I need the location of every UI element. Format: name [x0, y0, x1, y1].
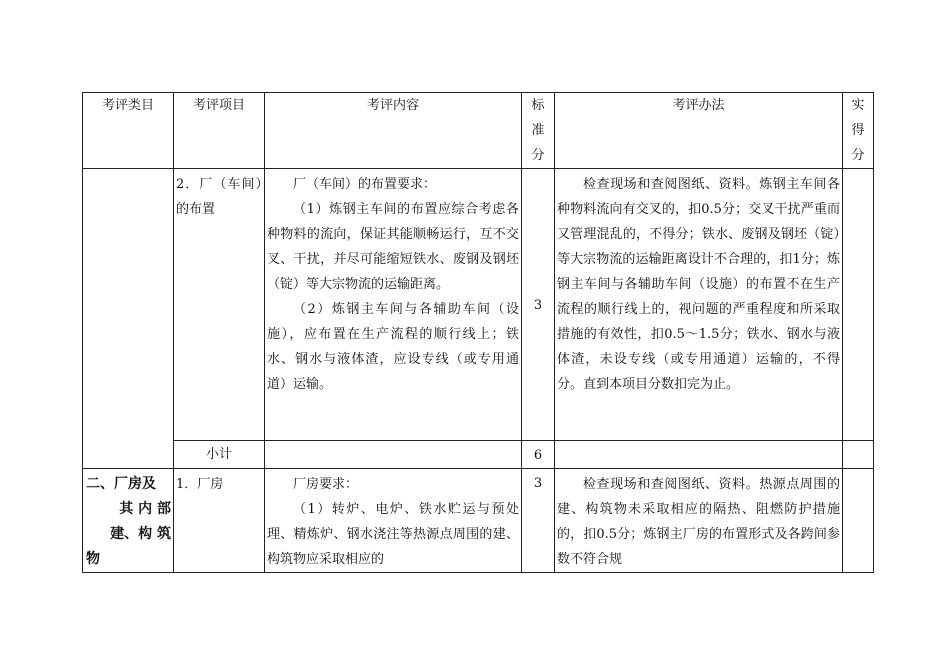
table-row: [83, 469, 874, 573]
subtotal-method-cell: [555, 441, 843, 469]
item-cell: 2．厂（车间）的布置: [174, 169, 265, 441]
subtotal-actual-cell: [843, 441, 874, 469]
score-cell: 3: [522, 169, 555, 441]
actual-score-cell: [843, 169, 874, 441]
item-cell: 1．厂房: [174, 469, 265, 573]
header-row: [83, 93, 874, 169]
header-item: 考评项目: [174, 93, 265, 169]
subtotal-row: [83, 441, 874, 469]
header-standard-score: 标 准 分: [522, 93, 555, 169]
subtotal-content-cell: [265, 441, 522, 469]
method-cell: 检查现场和查阅图纸、资料。炼钢主车间各种物料流向有交叉的，扣0.5分；交叉干扰严重而又管理混乱的，不得分；铁水、废钢及钢坯（锭）等大宗物流的运输距离设计不合理的，扣1分；炼钢主车间与各辅助车间（设施）的布置不在生产流程的顺行线上的，视问题的严重程度和所采取措施的有效性，扣0.5～1.5分；铁水、钢水与液体渣，未设专线（或专用通道）运输的，不得分。直到本项目分数扣完为止。: [555, 169, 843, 441]
category-cell: 二、厂房及 其 内 部 建、构 筑 物: [83, 469, 174, 573]
header-method: 考评办法: [555, 93, 843, 169]
table-row: [83, 169, 874, 441]
header-actual-score: 实 得 分: [843, 93, 874, 169]
subtotal-label-cell: 小计: [174, 441, 265, 469]
assessment-table: [82, 92, 874, 573]
content-cell: 厂房要求： （1）转炉、电炉、铁水贮运与预处理、精炼炉、钢水浇注等热源点周围的建、构筑物应采取相应的: [265, 469, 522, 573]
actual-score-cell: [843, 469, 874, 573]
header-category: 考评类目: [83, 93, 174, 169]
header-content: 考评内容: [265, 93, 522, 169]
score-cell: 3: [522, 469, 555, 573]
category-cell-empty: [83, 169, 174, 469]
subtotal-score-cell: 6: [522, 441, 555, 469]
content-cell: 厂（车间）的布置要求： （1）炼钢主车间的布置应综合考虑各种物料的流向，保证其能顺畅运行，互不交叉、干扰，并尽可能缩短铁水、废钢及钢坯（锭）等大宗物流的运输距离。 （2）炼钢主车间与各辅助车间（设施），应布置在生产流程的顺行线上；铁水、钢水与液体渣，应设专线（或专用通道）运输。: [265, 169, 522, 441]
method-cell: 检查现场和查阅图纸、资料。热源点周围的建、构筑物未采取相应的隔热、阻燃防护措施的，扣0.5分；炼钢主厂房的布置形式及各跨间参数不符合规: [555, 469, 843, 573]
